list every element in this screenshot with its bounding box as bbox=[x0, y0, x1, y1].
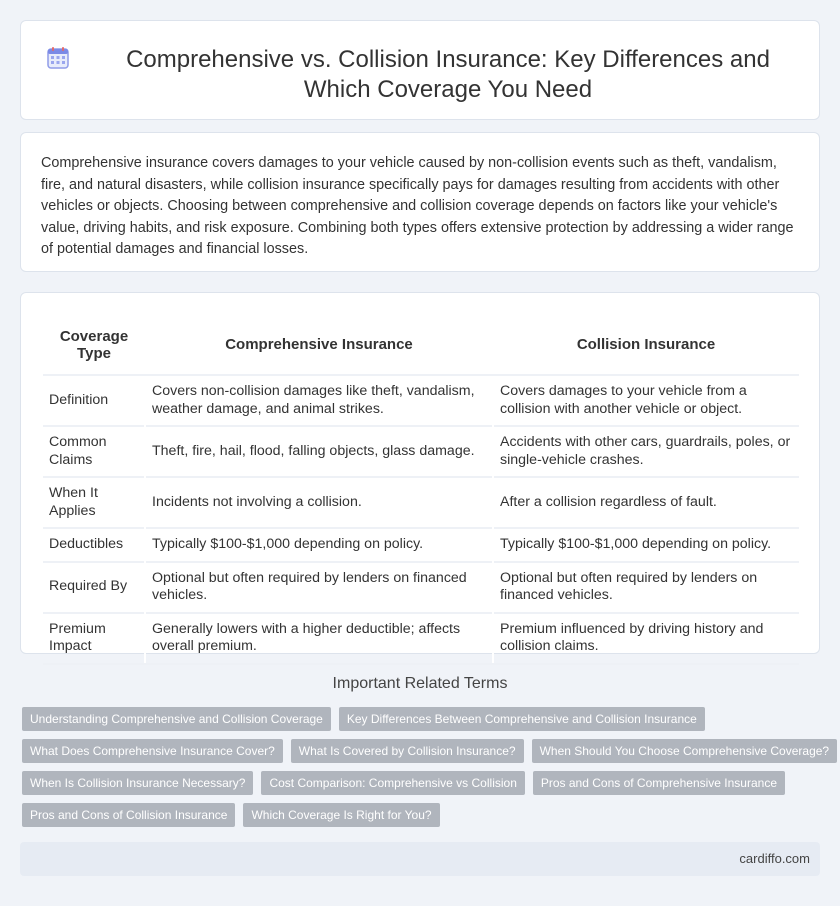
related-term-tag[interactable]: What Is Covered by Collision Insurance? bbox=[291, 739, 524, 763]
table-row bbox=[43, 375, 799, 426]
comparison-table-card bbox=[20, 292, 820, 654]
comprehensive-cell: Covers non-collision damages like theft, vandalism, weather damage, and animal strikes. bbox=[145, 375, 493, 426]
summary-card bbox=[20, 132, 820, 272]
summary-paragraph: Comprehensive insurance covers damages to your vehicle caused by non-collision events such as theft, vandalism, fire, and natural disasters, while collision insurance specifically pays for damages resulting from accidents with other vehicles or objects. Choosing between comprehensive and collision coverage depends on factors like your vehicle's value, driving habits, and risk exposure. Combining both types offers extensive protection by addressing a wider range of potential damages and financial losses. bbox=[41, 155, 794, 257]
column-header-comprehensive: Comprehensive Insurance bbox=[225, 336, 413, 354]
related-term-tag[interactable]: Key Differences Between Comprehensive and Collision Insurance bbox=[339, 707, 705, 731]
tag-row bbox=[22, 803, 822, 827]
calendar-icon bbox=[47, 47, 69, 69]
footer-site-name: cardiffo.com bbox=[739, 851, 810, 866]
comprehensive-cell: Generally lowers with a higher deductible; affects overall premium. bbox=[145, 613, 493, 664]
table-row bbox=[43, 613, 799, 664]
comparison-table bbox=[43, 313, 799, 665]
related-term-tag[interactable]: What Does Comprehensive Insurance Cover? bbox=[22, 739, 283, 763]
table-row bbox=[43, 426, 799, 477]
related-term-tag[interactable]: Cost Comparison: Comprehensive vs Collision bbox=[261, 771, 524, 795]
row-label: Required By bbox=[43, 562, 145, 613]
related-term-tag[interactable]: Pros and Cons of Collision Insurance bbox=[22, 803, 235, 827]
table-row bbox=[43, 528, 799, 562]
collision-cell: After a collision regardless of fault. bbox=[493, 477, 799, 528]
tag-row bbox=[22, 771, 822, 795]
related-term-tag[interactable]: When Should You Choose Comprehensive Coverage? bbox=[532, 739, 838, 763]
collision-cell: Accidents with other cars, guardrails, poles, or single-vehicle crashes. bbox=[493, 426, 799, 477]
table-row bbox=[43, 477, 799, 528]
column-header-coverage-type: Coverage Type bbox=[59, 327, 129, 362]
collision-cell: Covers damages to your vehicle from a collision with another vehicle or object. bbox=[493, 375, 799, 426]
title-card bbox=[20, 20, 820, 120]
row-label: Definition bbox=[43, 375, 145, 426]
comprehensive-cell: Optional but often required by lenders on financed vehicles. bbox=[145, 562, 493, 613]
page-title: Comprehensive vs. Collision Insurance: Key Differences and Which Coverage You Need bbox=[126, 46, 770, 103]
collision-cell: Typically $100-$1,000 depending on policy. bbox=[493, 528, 799, 562]
row-label: Deductibles bbox=[43, 528, 145, 562]
table-row bbox=[43, 562, 799, 613]
column-header-collision: Collision Insurance bbox=[576, 336, 716, 354]
row-label: When It Applies bbox=[43, 477, 145, 528]
related-term-tag[interactable]: Which Coverage Is Right for You? bbox=[243, 803, 439, 827]
related-term-tag[interactable]: When Is Collision Insurance Necessary? bbox=[22, 771, 253, 795]
comprehensive-cell: Typically $100-$1,000 depending on policy. bbox=[145, 528, 493, 562]
row-label: Premium Impact bbox=[43, 613, 145, 664]
related-terms-heading: Important Related Terms bbox=[332, 675, 508, 692]
tag-row bbox=[22, 707, 822, 731]
footer bbox=[20, 842, 820, 876]
related-term-tag[interactable]: Understanding Comprehensive and Collision Coverage bbox=[22, 707, 331, 731]
table-header-row bbox=[43, 313, 799, 375]
tag-row bbox=[22, 739, 830, 763]
comprehensive-cell: Theft, fire, hail, flood, falling objects, glass damage. bbox=[145, 426, 493, 477]
collision-cell: Premium influenced by driving history and collision claims. bbox=[493, 613, 799, 664]
collision-cell: Optional but often required by lenders on financed vehicles. bbox=[493, 562, 799, 613]
comprehensive-cell: Incidents not involving a collision. bbox=[145, 477, 493, 528]
related-terms-list bbox=[22, 707, 830, 835]
related-term-tag[interactable]: Pros and Cons of Comprehensive Insurance bbox=[533, 771, 785, 795]
row-label: Common Claims bbox=[43, 426, 145, 477]
